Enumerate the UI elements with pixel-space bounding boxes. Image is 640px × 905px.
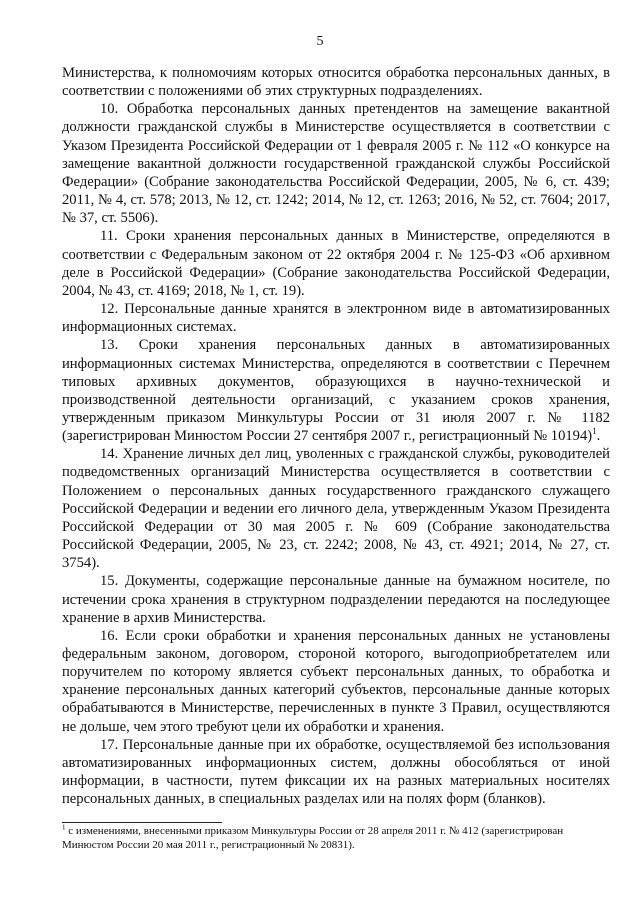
paragraph-13-end: . bbox=[596, 428, 601, 445]
paragraph-10: 10. Обработка персональных данных претендентов на замещение вакантной должности гражданской службы в Министерстве осуществляется в соответствии с Указом Президента Российской Федерации от 1 февраля 2005 г. № 112 «О конкурсе на замещение вакантной должности государственной гражданской службы Российской Федерации» (Собрание законодательства Российской Федерации, 2005, № 6, ст. 439; 2011, № 4, ст. 578; 2013, № 12, ст. 1242; 2014, № 12, ст. 1263; 2016, № 52, ст. 7604; 2017, № 37, ст. 5506). bbox=[62, 101, 610, 227]
paragraph-14: 14. Хранение личных дел лиц, уволенных с гражданской службы, руководителей подведомственных организаций Министерства осуществляется в соответствии с Положением о персональных данных государственного гражданского служащего Российской Федерации и ведении его личного дела, утвержденным Указом Президента Российской Федерации от 30 мая 2005 г. № 609 (Собрание законодательства Российской Федерации, 2005, № 23, ст. 2242; 2008, № 43, ст. 4921; 2014, № 27, ст. 3754). bbox=[62, 446, 610, 572]
footnote-reference: 1 bbox=[592, 426, 597, 437]
paragraph-12: 12. Персональные данные хранятся в электронном виде в автоматизированных информационных системах. bbox=[62, 301, 610, 336]
body-text bbox=[62, 64, 610, 808]
paragraph-13-text: 13. Сроки хранения персональных данных в автоматизированных информационных системах Министерства, определяются в соответствии с Перечнем типовых архивных документов, образующихся в научно-технической и производственной деятельности организаций, с указанием сроков хранения, утвержденным приказом Минкультуры России от 31 июля 2007 г. № 1182 (зарегистрирован Минюстом России 27 сентября 2007 г., регистрационный № 10194) bbox=[62, 337, 610, 445]
footnote-marker: 1 bbox=[62, 823, 66, 832]
footnote-separator bbox=[62, 822, 222, 823]
paragraph-15: 15. Документы, содержащие персональные данные на бумажном носителе, по истечении срока хранения в структурном подразделении передаются на последующее хранение в архив Министерства. bbox=[62, 573, 610, 626]
footnote bbox=[62, 825, 610, 852]
paragraph-16: 16. Если сроки обработки и хранения персональных данных не установлены федеральным законом, договором, стороной которого, выгодоприобретателем или поручителем по которому является субъект персональных данных, то обработка и хранение персональных данных категорий субъектов, персональные данные которых обрабатываются в Министерстве, перечисленных в пункте 3 Правил, осуществляются не дольше, чем этого требуют цели их обработки и хранения. bbox=[62, 627, 610, 735]
paragraph-13 bbox=[62, 336, 610, 445]
paragraph-continuation: Министерства, к полномочиям которых относится обработка персональных данных, в соответствии с положениями об этих структурных подразделениях. bbox=[62, 65, 610, 100]
paragraph-11: 11. Сроки хранения персональных данных в Министерстве, определяются в соответствии с Федеральным законом от 22 октября 2004 г. № 125-ФЗ «Об архивном деле в Российской Федерации» (Собрание законодательства Российской Федерации, 2004, № 43, ст. 4169; 2018, № 1, ст. 19). bbox=[62, 228, 610, 299]
page-number: 5 bbox=[316, 34, 324, 49]
paragraph-17: 17. Персональные данные при их обработке, осуществляемой без использования автоматизированных информационных систем, должны обособляться от иной информации, в частности, путем фиксации их на разных материальных носителях персональных данных, в специальных разделах или на полях форм (бланков). bbox=[62, 736, 610, 808]
footnote-text: с изменениями, внесенными приказом Минкультуры России от 28 апреля 2011 г. № 412 (зарегистрирован Минюстом России 20 мая 2011 г., регистрационный № 20831). bbox=[62, 825, 564, 851]
